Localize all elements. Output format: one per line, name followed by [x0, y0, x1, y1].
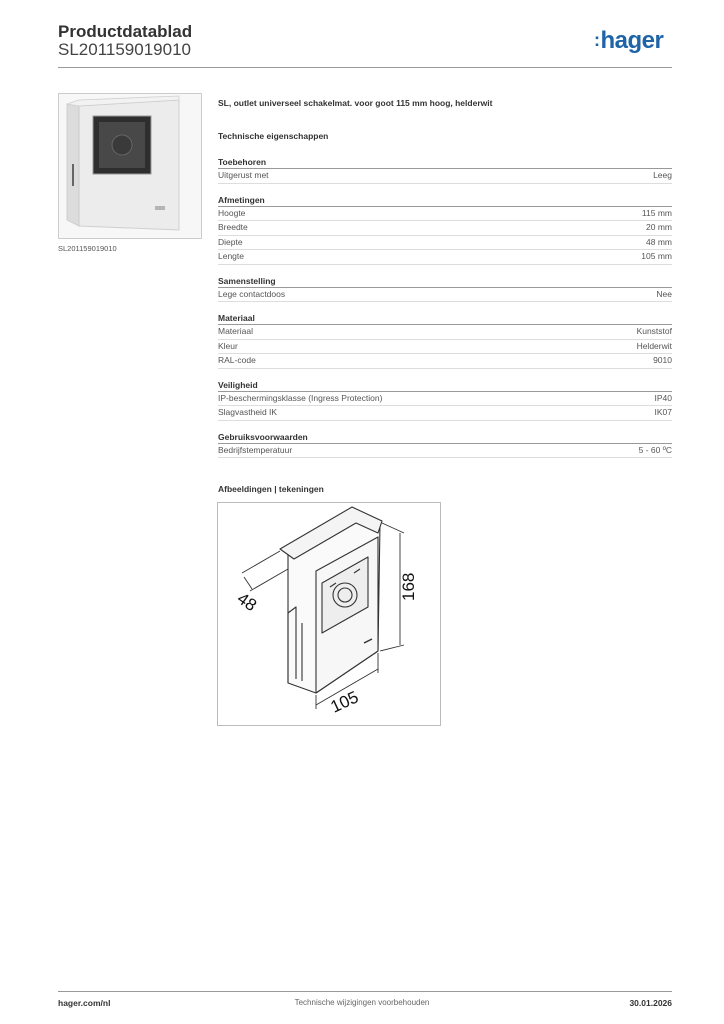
footer-disclaimer: Technische wijzigingen voorbehouden [294, 998, 430, 1007]
spec-value: 48 mm [646, 236, 672, 247]
footer-date: 30.01.2026 [629, 998, 672, 1008]
spec-value: Kunststof [636, 326, 672, 336]
spec-row [218, 250, 672, 265]
spec-group [218, 379, 672, 421]
logo-text: hager [600, 27, 664, 54]
height-label: 168 [399, 572, 418, 601]
product-code: SL201159019010 [58, 40, 191, 59]
spec-label: Diepte [218, 236, 243, 247]
length-label: 105 [327, 687, 362, 717]
spec-group-title: Materiaal [218, 312, 672, 325]
spec-group-title: Gebruiksvoorwaarden [218, 431, 672, 444]
images-heading: Afbeeldingen | tekeningen [218, 484, 324, 494]
spec-value: IP40 [654, 392, 672, 403]
depth-label: 48 [233, 588, 261, 616]
technical-properties-heading: Technische eigenschappen [218, 131, 329, 141]
spec-value: 5 - 60 ºC [638, 444, 672, 455]
spec-label: Slagvastheid IK [218, 407, 278, 417]
spec-value: 105 mm [641, 251, 672, 261]
spec-row [218, 236, 672, 251]
spec-row [218, 169, 672, 184]
spec-group [218, 431, 672, 459]
spec-row [218, 288, 672, 303]
spec-value: 115 mm [641, 207, 672, 218]
spec-label: Lege contactdoos [218, 288, 286, 299]
spec-value: IK07 [654, 407, 672, 417]
spec-row [218, 340, 672, 355]
product-description: SL, outlet universeel schakelmat. voor goot 115 mm hoog, helderwit [218, 98, 493, 108]
spec-group [218, 194, 672, 265]
spec-label: Materiaal [218, 326, 253, 336]
spec-label: RAL-code [218, 355, 256, 365]
spec-row [218, 325, 672, 340]
dimension-drawing [217, 502, 441, 726]
spec-group [218, 156, 672, 184]
spec-group-title: Toebehoren [218, 156, 672, 169]
photo-caption: SL201159019010 [58, 244, 117, 253]
spec-row [218, 221, 672, 236]
spec-row [218, 392, 672, 407]
spec-group-title: Samenstelling [218, 275, 672, 288]
spec-label: IP-beschermingsklasse (Ingress Protection) [218, 392, 383, 403]
spec-row [218, 444, 672, 459]
spec-label: Bedrijfstemperatuur [218, 444, 293, 455]
spec-value: 9010 [653, 355, 672, 365]
spec-label: Lengte [218, 251, 244, 261]
spec-group [218, 275, 672, 303]
page-title: Productdatablad [58, 22, 193, 41]
hager-logo[interactable]: :hager [594, 27, 664, 54]
footer-divider [58, 991, 672, 992]
spec-row [218, 207, 672, 222]
product-photo-image [59, 94, 201, 238]
footer-website-link[interactable]: hager.com/nl [58, 998, 111, 1008]
spec-label: Breedte [218, 222, 248, 232]
spec-group [218, 312, 672, 369]
spec-table [218, 156, 672, 468]
spec-label: Uitgerust met [218, 170, 269, 180]
spec-row [218, 406, 672, 421]
header-divider [58, 67, 672, 68]
spec-group-title: Afmetingen [218, 194, 672, 207]
spec-value: 20 mm [646, 222, 672, 232]
spec-group-title: Veiligheid [218, 379, 672, 392]
spec-row [218, 354, 672, 369]
spec-value: Nee [656, 288, 672, 299]
spec-value: Helderwit [636, 340, 672, 351]
spec-value: Leeg [653, 170, 672, 180]
spec-label: Kleur [218, 340, 238, 351]
spec-label: Hoogte [218, 207, 246, 218]
dimension-drawing-svg [218, 503, 440, 725]
product-photo [58, 93, 202, 239]
